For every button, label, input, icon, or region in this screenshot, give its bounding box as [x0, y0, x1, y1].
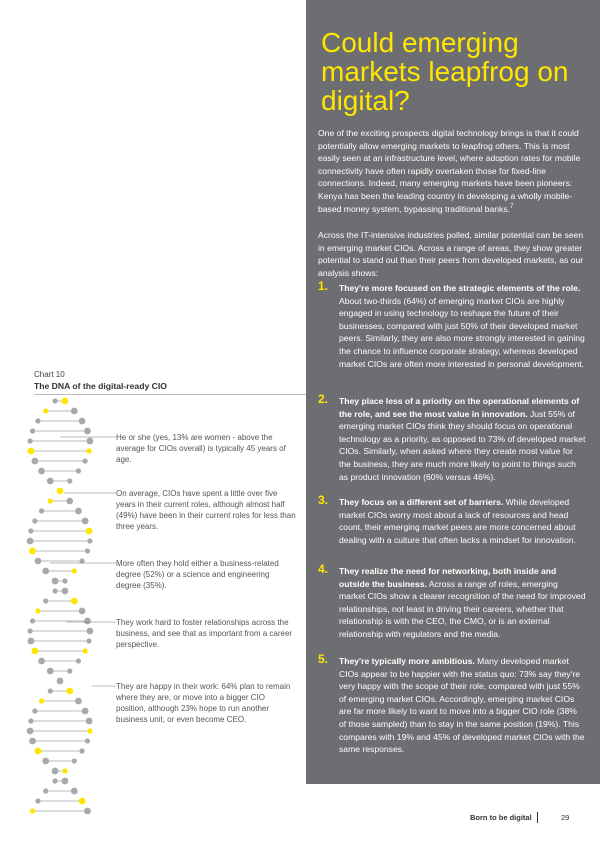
point-number: 3. — [318, 493, 329, 507]
point-body: About two-thirds (64%) of emerging market CIOs are highly engaged in using technology to reshape the future of their businesses, compared with just 50% of their developed market peers. Similarly, they are also more strongly interested in gaining the chance to influence corporate strategy, whereas developed market CIOs are often more interested in personal development. — [339, 295, 585, 369]
helix-bead — [30, 808, 35, 813]
chart-note: He or she (yes, 13% are women - above the average for CIOs overall) is typically 45 years of age. — [116, 433, 286, 464]
helix-bead — [86, 718, 93, 725]
helix-bead — [71, 598, 78, 605]
helix-bead — [31, 458, 38, 465]
point-lead: They're typically more ambitious. — [339, 656, 475, 666]
point-lead: They're more focused on the strategic elements of the role. — [339, 283, 581, 293]
helix-bead — [86, 528, 93, 535]
helix-bead — [83, 458, 88, 463]
helix-bead — [32, 518, 37, 523]
helix-bead — [28, 628, 33, 633]
footer-divider — [537, 812, 538, 823]
helix-bead — [79, 748, 84, 753]
helix-bead — [52, 588, 57, 593]
helix-bead — [48, 498, 53, 503]
helix-bead — [35, 608, 40, 613]
helix-bead — [62, 778, 69, 785]
helix-bead — [43, 788, 48, 793]
helix-bead — [79, 558, 84, 563]
helix-bead — [28, 638, 35, 645]
helix-bead — [85, 548, 90, 553]
helix-bead — [57, 488, 64, 495]
helix-bead — [76, 658, 81, 663]
point-item — [318, 562, 586, 641]
point-body: Just 55% of emerging market CIOs think they should focus on operational technology as a priority, as opposed to 73% of developed market CIOs. Similarly, when asked where they create most value for the business, they are much more likely to point to things such as product innovation (60% versus 46%). — [339, 408, 586, 482]
dna-helix-illustration — [20, 396, 120, 816]
helix-bead — [62, 768, 67, 773]
helix-bead — [28, 718, 33, 723]
helix-bead — [67, 668, 72, 673]
helix-bead — [42, 568, 49, 575]
helix-bead — [62, 398, 69, 405]
helix-bead — [79, 608, 86, 615]
helix-bead — [32, 708, 37, 713]
helix-bead — [66, 498, 73, 505]
helix-bead — [66, 688, 73, 695]
point-item — [318, 279, 586, 370]
helix-bead — [38, 658, 45, 665]
point-lead: They realize the need for networking, both inside and outside the business. — [339, 566, 557, 589]
helix-bead — [75, 698, 82, 705]
chart-note: They work hard to foster relationships across the business, and see that as important from a career perspective. — [116, 618, 293, 649]
helix-bead — [28, 438, 33, 443]
helix-bead — [38, 468, 45, 475]
helix-bead — [35, 418, 40, 423]
helix-bead — [82, 518, 89, 525]
helix-bead — [84, 808, 91, 815]
helix-bead — [72, 568, 77, 573]
helix-bead — [43, 598, 48, 603]
footnote-marker: 7 — [510, 203, 514, 210]
helix-bead — [79, 798, 86, 805]
helix-bead — [52, 578, 59, 585]
footer-title: Born to be digital — [470, 813, 532, 822]
helix-bead — [47, 668, 54, 675]
helix-bead — [72, 758, 77, 763]
point-body: Across a range of roles, emerging market CIOs show a clearer recognition of the need for improved relationships, not least in driving their careers, whether that relationship is with the CEO, the CMO, or is an external relationship with regulators and the media. — [339, 578, 586, 639]
helix-bead — [31, 648, 38, 655]
chart-note: More often they hold either a business-related degree (52%) or a science and engineering degree (35%). — [116, 559, 279, 590]
helix-bead — [71, 408, 78, 415]
helix-bead — [52, 778, 57, 783]
helix-bead — [75, 508, 82, 515]
helix-bead — [29, 738, 36, 745]
helix-bead — [30, 618, 35, 623]
point-item — [318, 392, 586, 483]
helix-bead — [27, 728, 34, 735]
helix-bead — [86, 438, 93, 445]
point-item — [318, 493, 586, 546]
helix-bead — [79, 418, 86, 425]
helix-bead — [42, 758, 49, 765]
helix-bead — [84, 618, 91, 625]
helix-bead — [28, 448, 35, 455]
helix-bead — [39, 698, 44, 703]
chart-number: Chart 10 — [34, 370, 65, 379]
helix-bead — [67, 478, 72, 483]
point-body: Many developed market CIOs appear to be happier with the status quo: 73% say they're very happy with the scope of their role, compared with just 55% of emerging market CIOs. Accordingly, emerging market CIOs are far more likely to want to move into a bigger CIO role (38% of those sampled) than to stay in the same position (19%). This compares with 19% and 45% of developed market CIOs with the same responses. — [339, 656, 585, 755]
helix-bead — [35, 748, 42, 755]
point-number: 2. — [318, 392, 329, 406]
helix-bead — [52, 768, 59, 775]
helix-bead — [62, 578, 67, 583]
helix-bead — [48, 688, 53, 693]
helix-bead — [86, 638, 91, 643]
helix-bead — [29, 548, 36, 555]
helix-bead — [87, 728, 92, 733]
point-number: 4. — [318, 562, 329, 576]
point-lead: They place less of a priority on the operational elements of the role, and see the most value in innovation. — [339, 396, 580, 419]
point-number: 5. — [318, 652, 329, 666]
helix-bead — [39, 508, 44, 513]
helix-bead — [82, 708, 89, 715]
helix-bead — [57, 678, 64, 685]
helix-bead — [85, 738, 90, 743]
helix-bead — [47, 478, 54, 485]
helix-bead — [28, 528, 33, 533]
helix-bead — [86, 448, 91, 453]
helix-bead — [76, 468, 81, 473]
intro-text: One of the exciting prospects digital technology brings is that it could potentially allow emerging markets to leapfrog others. This is most easily seen at an infrastructure level, where adoption rates for mobile connectivity have often rapidly overtaken those for fixed-line connections. Indeed, many emerging markets have been pioneers: Kenya has been the leading country in developing a wholly mobile-based money system, bypassing traditional banks. — [318, 128, 581, 214]
helix-bead — [27, 538, 34, 545]
across-paragraph: Across the IT-intensive industries polled, similar potential can be seen in emerging market CIOs. Across a range of areas, they show greater potential to stand out than their peers from developed markets, as our analysis shows: — [318, 230, 584, 278]
helix-bead — [71, 788, 78, 795]
helix-bead — [87, 538, 92, 543]
chart-divider — [34, 394, 306, 395]
chart-note: On average, CIOs have spent a little over five years in their current roles, although almost half (49%) have been in their current roles for less than three years. — [116, 489, 296, 531]
helix-bead — [35, 798, 40, 803]
point-item — [318, 652, 586, 756]
helix-bead — [52, 398, 57, 403]
point-lead: They focus on a different set of barriers. — [339, 497, 504, 507]
helix-bead — [30, 428, 35, 433]
chart-title: The DNA of the digital-ready CIO — [34, 381, 167, 391]
helix-bead — [86, 628, 93, 635]
intro-paragraph — [318, 127, 584, 215]
point-body: While developed market CIOs worry most about a lack of resources and head count, their emerging market peers are more concerned about dealing with a culture that often lacks a mindset for innovation. — [339, 497, 576, 545]
chart-note: They are happy in their work: 64% plan to remain where they are, or move into a bigger CIO position, although 23% hope to run another business unit, or even become CEO. — [116, 682, 291, 724]
page-number: 29 — [561, 813, 570, 822]
helix-bead — [62, 588, 69, 595]
helix-bead — [35, 558, 42, 565]
point-number: 1. — [318, 279, 329, 293]
page-title: Could emerging markets leapfrog on digital? — [321, 27, 569, 116]
helix-bead — [43, 408, 48, 413]
helix-bead — [84, 428, 91, 435]
helix-bead — [83, 648, 88, 653]
